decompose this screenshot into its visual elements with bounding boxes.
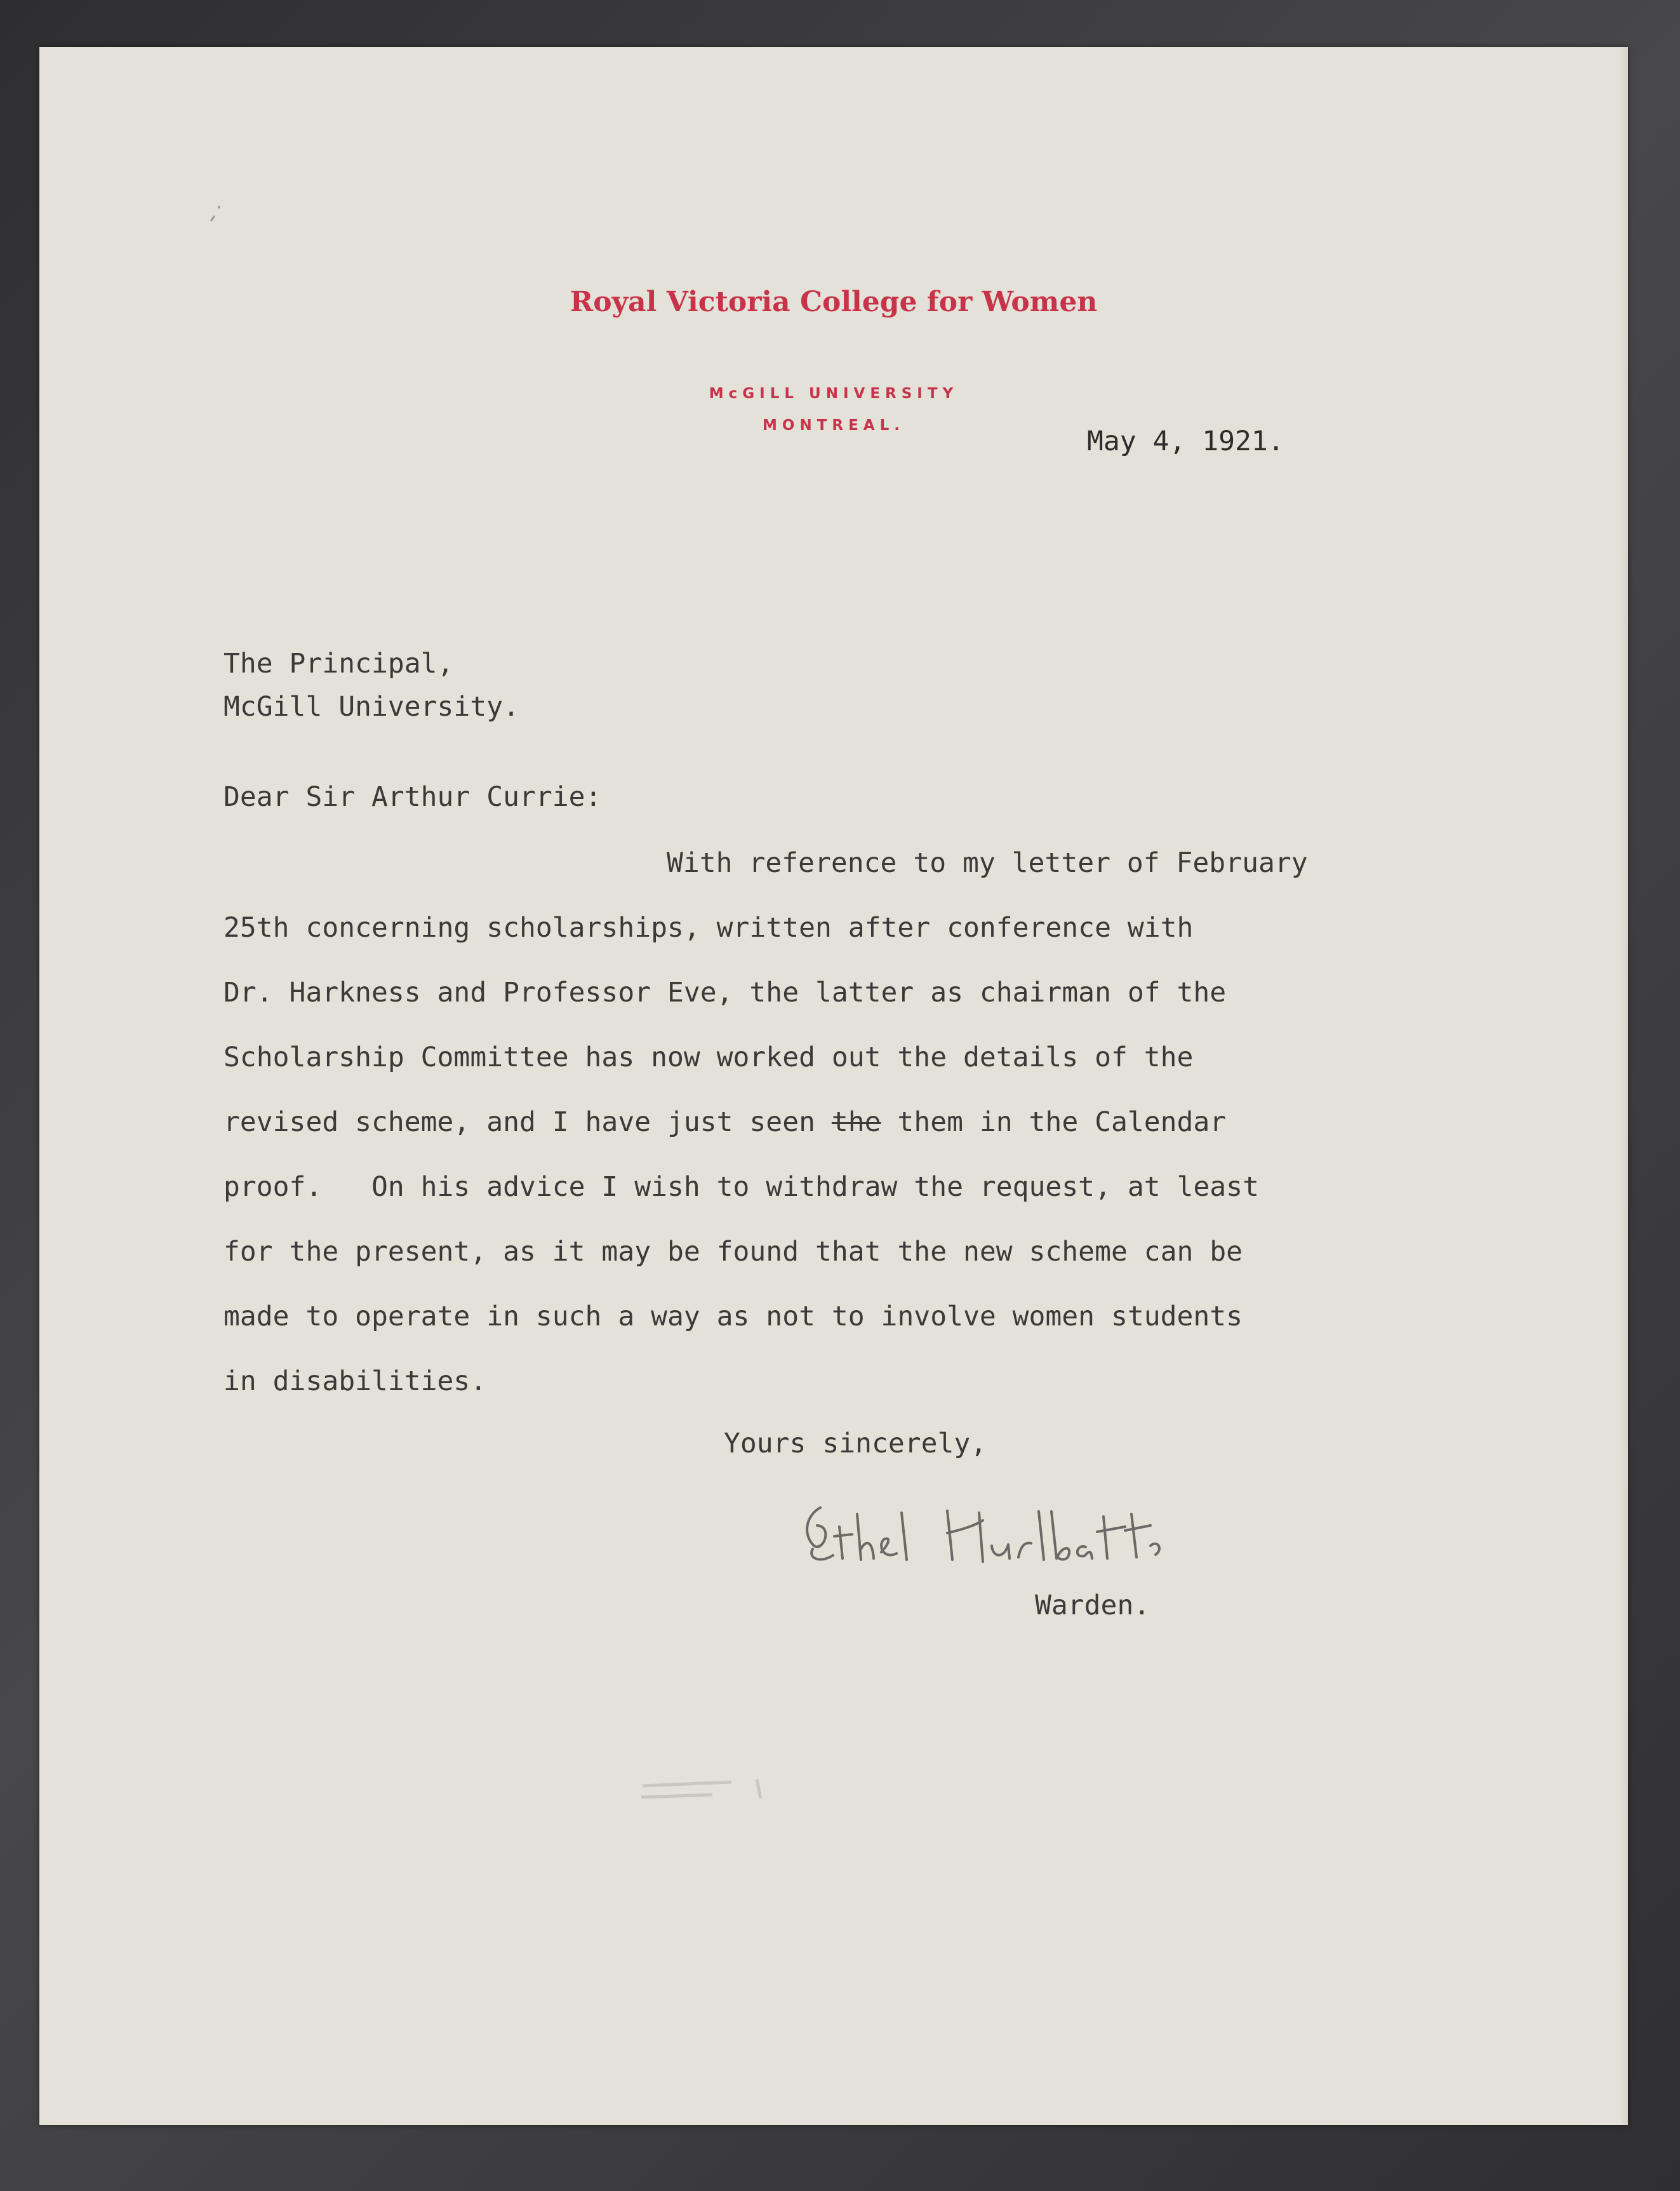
body-line-5-start: revised scheme, and I have just seen [223, 1106, 832, 1138]
salutation: Dear Sir Arthur Currie: [223, 781, 602, 813]
recipient-line-2: McGill University. [223, 691, 519, 723]
handwritten-signature [795, 1489, 1189, 1578]
body-line-3: Dr. Harkness and Professor Eve, the latter as chairman of the [223, 977, 1227, 1008]
faint-stamp-mark [636, 1773, 814, 1811]
letter-date: May 4, 1921. [1087, 425, 1284, 457]
body-line-5 [223, 1106, 1227, 1138]
body-line-1: With reference to my letter of February [667, 847, 1308, 879]
body-line-6: proof. On his advice I wish to withdraw the request, at least [223, 1171, 1259, 1203]
body-line-5-end: them in the Calendar [881, 1106, 1227, 1138]
body-line-7: for the present, as it may be found that the new scheme can be [223, 1236, 1243, 1268]
closing: Yours sincerely, [724, 1428, 987, 1459]
body-line-8: made to operate in such a way as not to involve women students [223, 1301, 1243, 1332]
body-line-4: Scholarship Committee has now worked out the details of the [223, 1042, 1194, 1073]
pencil-mark-icon [206, 189, 231, 227]
letterhead-college-name: Royal Victoria College for Women [570, 286, 1098, 318]
letterhead-city: MONTREAL. [763, 417, 905, 434]
signer-title: Warden. [1035, 1590, 1150, 1621]
struck-word: the [831, 1106, 881, 1138]
letterhead-university: McGILL UNIVERSITY [709, 385, 959, 402]
recipient-line-1: The Principal, [223, 648, 454, 680]
body-line-9: in disabilities. [223, 1365, 487, 1397]
letter-sheet [39, 47, 1628, 2125]
body-line-2: 25th concerning scholarships, written after conference with [223, 912, 1194, 944]
sheet-edge-shading [1619, 47, 1628, 2125]
